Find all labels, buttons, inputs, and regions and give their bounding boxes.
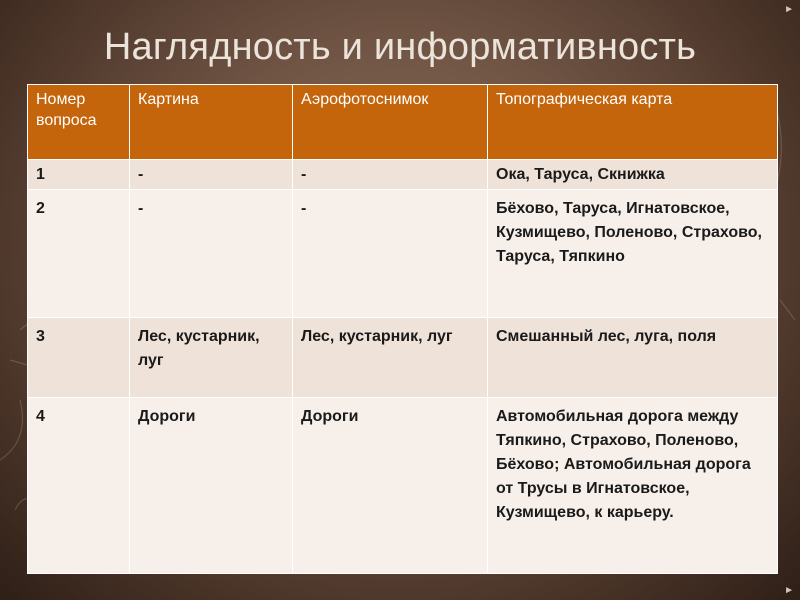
cell-picture: - — [130, 160, 293, 190]
header-topographic-map: Топографическая карта — [488, 85, 778, 160]
cell-picture: Лес, кустарник, луг — [130, 318, 293, 398]
table-row — [28, 398, 778, 574]
cell-picture: Дороги — [130, 398, 293, 574]
comparison-table — [27, 84, 778, 574]
corner-arrow-icon: ► — [784, 585, 794, 596]
header-question-number: Номер вопроса — [28, 85, 130, 160]
cell-topographic-map: Бёхово, Таруса, Игнатовское, Кузмищево, Поленово, Страхово, Таруса, Тяпкино — [488, 190, 778, 318]
cell-topographic-map: Автомобильная дорога между Тяпкино, Страхово, Поленово, Бёхово; Автомобильная дорога от Трусы в Игнатовское, Кузмищево, к карьеру. — [488, 398, 778, 574]
cell-picture: - — [130, 190, 293, 318]
header-picture: Картина — [130, 85, 293, 160]
cell-aerial-photo: Дороги — [293, 398, 488, 574]
cell-topographic-map: Ока, Таруса, Скнижка — [488, 160, 778, 190]
table-row — [28, 160, 778, 190]
cell-topographic-map: Смешанный лес, луга, поля — [488, 318, 778, 398]
table-row — [28, 190, 778, 318]
corner-arrow-icon: ► — [784, 4, 794, 15]
cell-aerial-photo: Лес, кустарник, луг — [293, 318, 488, 398]
cell-question-number: 3 — [28, 318, 130, 398]
cell-question-number: 4 — [28, 398, 130, 574]
cell-question-number: 2 — [28, 190, 130, 318]
slide-title: Наглядность и информативность — [103, 26, 697, 68]
table-header-row — [28, 85, 778, 160]
cell-question-number: 1 — [28, 160, 130, 190]
cell-aerial-photo: - — [293, 160, 488, 190]
header-aerial-photo: Аэрофотоснимок — [293, 85, 488, 160]
table-row — [28, 318, 778, 398]
cell-aerial-photo: - — [293, 190, 488, 318]
